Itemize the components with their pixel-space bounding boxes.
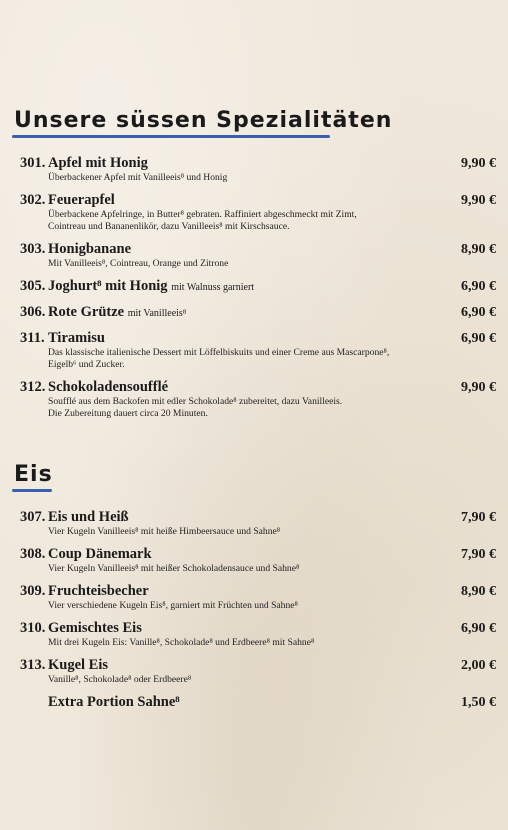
menu-item-name: Honigbanane	[48, 241, 131, 257]
description-line: Mit drei Kugeln Eis: Vanille⁸, Schokolade⁸ und Erdbeere⁸ mit Sahne⁸	[48, 637, 315, 648]
menu-item-price: 8,90 €	[461, 242, 496, 257]
menu-item-name: Joghurt⁸ mit Honig	[48, 278, 168, 294]
menu-item-name: Kugel Eis	[48, 657, 109, 673]
menu-item-price: 9,90 €	[461, 380, 496, 395]
menu-item-name: Fruchteisbecher	[48, 583, 149, 599]
description-line: Überbackene Apfelringe, in Butter⁸ gebraten. Raffiniert abgeschmeckt mit Zimt,	[48, 209, 357, 220]
menu-item-price: 8,90 €	[461, 584, 496, 599]
menu-item-description	[48, 600, 496, 612]
ice-cream-list	[20, 509, 496, 719]
menu-item-number: 312.	[20, 379, 46, 395]
menu-item-title	[20, 509, 129, 526]
menu-item-number: 308.	[20, 546, 46, 562]
title-underline	[12, 489, 52, 492]
menu-item-description	[48, 258, 496, 270]
menu-item-title	[20, 657, 108, 674]
menu-item-title	[20, 583, 149, 600]
menu-item	[20, 657, 496, 686]
menu-item-title	[20, 330, 105, 347]
menu-item-number: 310.	[20, 620, 46, 636]
menu-item-description	[48, 396, 496, 420]
menu-item-title	[20, 278, 254, 296]
menu-item-name: Coup Dänemark	[48, 546, 152, 562]
menu-item-note: mit Vanilleeis⁸	[127, 308, 187, 319]
menu-item	[20, 583, 496, 612]
menu-item-number: 305.	[20, 278, 46, 294]
menu-item-note: mit Walnuss garniert	[171, 282, 255, 293]
menu-item-title	[20, 304, 186, 322]
menu-item-name: Feuerapfel	[48, 192, 115, 208]
description-line: Soufflé aus dem Backofen mit edler Schokolade⁸ zubereitet, dazu Vanilleeis.	[48, 396, 343, 407]
section-title-desserts: Unsere süssen Spezialitäten	[14, 108, 393, 133]
menu-item	[20, 620, 496, 649]
menu-item-name: Gemischtes Eis	[48, 620, 142, 636]
menu-item	[20, 241, 496, 270]
menu-item-price: 2,00 €	[461, 658, 496, 673]
menu-item-price: 9,90 €	[461, 193, 496, 208]
description-line: Die Zubereitung dauert circa 20 Minuten.	[48, 408, 208, 419]
menu-item-number: 302.	[20, 192, 46, 208]
menu-item-name: Tiramisu	[48, 330, 105, 346]
menu-item-description	[48, 172, 496, 184]
menu-item-name: Extra Portion Sahne⁸	[48, 694, 180, 710]
menu-item-title	[20, 694, 180, 711]
menu-item	[20, 330, 496, 371]
description-line: Vier Kugeln Vanilleeis⁸ mit heißer Schokoladensauce und Sahne⁸	[48, 563, 300, 574]
menu-item-price: 6,90 €	[461, 279, 496, 294]
menu-item-price: 1,50 €	[461, 695, 496, 710]
menu-item-title	[20, 620, 142, 637]
menu-item-number: 311.	[20, 330, 45, 346]
menu-item-name: Schokoladensoufflé	[48, 379, 169, 395]
menu-item-number: 307.	[20, 509, 46, 525]
menu-item-number: 303.	[20, 241, 46, 257]
menu-item-title	[20, 241, 131, 258]
description-line: Vanille⁸, Schokolade⁸ oder Erdbeere⁸	[48, 674, 192, 685]
menu-item-title	[20, 379, 168, 396]
menu-item	[20, 509, 496, 538]
description-line: Eigelb⁶ und Zucker.	[48, 359, 125, 370]
menu-item-name: Eis und Heiß	[48, 509, 129, 525]
menu-item-price: 9,90 €	[461, 156, 496, 171]
menu-item-price: 7,90 €	[461, 510, 496, 525]
menu-item-name: Rote Grütze	[48, 304, 125, 320]
menu-item-price: 6,90 €	[461, 621, 496, 636]
menu-item-description	[48, 637, 496, 649]
menu-item	[20, 155, 496, 184]
menu-item-description	[48, 563, 496, 575]
menu-item-title	[20, 546, 152, 563]
title-underline	[12, 135, 330, 138]
menu-item-price: 6,90 €	[461, 331, 496, 346]
menu-item-number: 301.	[20, 155, 46, 171]
menu-item-description	[48, 347, 496, 371]
description-line: Vier verschiedene Kugeln Eis⁸, garniert mit Früchten und Sahne⁸	[48, 600, 298, 611]
dessert-list	[20, 155, 496, 428]
menu-item	[20, 694, 496, 711]
menu-item	[20, 379, 496, 420]
section-title-ice-cream: Eis	[14, 462, 53, 487]
menu-item-title	[20, 155, 148, 172]
menu-item-number: 309.	[20, 583, 46, 599]
menu-item-name: Apfel mit Honig	[48, 155, 148, 171]
menu-item-number: 313.	[20, 657, 46, 673]
menu-item	[20, 546, 496, 575]
menu-item	[20, 192, 496, 233]
description-line: Vier Kugeln Vanilleeis⁸ mit heiße Himbeersauce und Sahne⁸	[48, 526, 281, 537]
description-line: Cointreau und Bananenlikör, dazu Vanilleeis⁸ mit Kirschsauce.	[48, 221, 290, 232]
menu-item-price: 6,90 €	[461, 305, 496, 320]
menu-item-number: 306.	[20, 304, 46, 320]
menu-item-description	[48, 674, 496, 686]
description-line: Überbackener Apfel mit Vanilleeis⁸ und Honig	[48, 172, 228, 183]
menu-item-price: 7,90 €	[461, 547, 496, 562]
menu-item	[20, 304, 496, 322]
menu-item-description	[48, 526, 496, 538]
menu-item	[20, 278, 496, 296]
description-line: Das klassische italienische Dessert mit Löffelbiskuits und einer Creme aus Mascarpone⁸,	[48, 347, 390, 358]
description-line: Mit Vanilleeis⁸, Cointreau, Orange und Zitrone	[48, 258, 229, 269]
menu-item-title	[20, 192, 115, 209]
menu-item-description	[48, 209, 496, 233]
